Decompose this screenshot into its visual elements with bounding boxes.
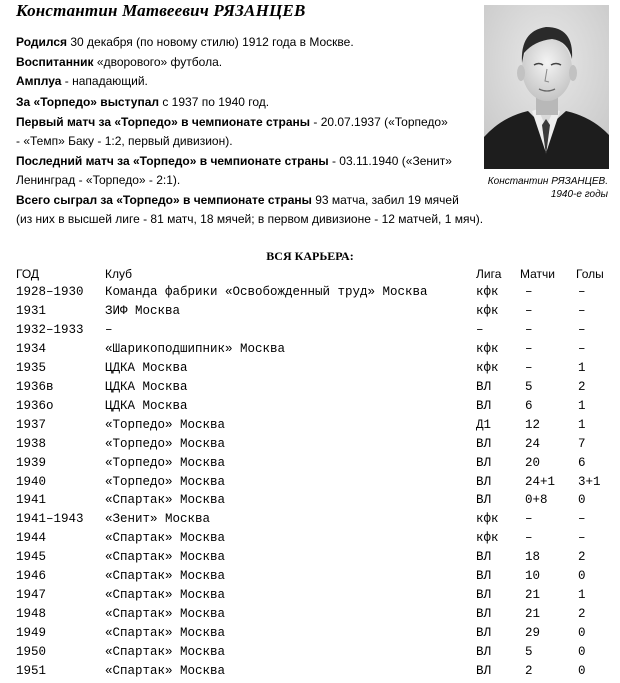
cell-goals: 2 — [578, 380, 586, 394]
table-row — [0, 380, 620, 399]
cell-club: «Спартак» Москва — [105, 531, 226, 545]
cell-club: ЦДКА Москва — [105, 361, 188, 375]
bio-label: Всего сыграл за «Торпедо» в чемпионате страны — [16, 193, 312, 207]
cell-goals: – — [578, 531, 586, 545]
cell-year: 1951 — [16, 664, 47, 678]
bio-label: Последний матч за «Торпедо» в чемпионате страны — [16, 154, 329, 168]
cell-league: кфк — [476, 512, 499, 526]
column-header-year: ГОД — [16, 267, 40, 281]
cell-matches: 5 — [525, 645, 533, 659]
bio-text: с 1937 по 1940 год. — [159, 95, 270, 109]
cell-year: 1940 — [16, 475, 47, 489]
cell-year: 1928–1930 — [16, 285, 84, 299]
cell-matches: 12 — [525, 418, 541, 432]
bio-line — [16, 134, 233, 149]
cell-club: «Спартак» Москва — [105, 550, 226, 564]
cell-goals: 0 — [578, 664, 586, 678]
cell-club: «Торпедо» Москва — [105, 437, 226, 451]
cell-year: 1950 — [16, 645, 47, 659]
cell-matches: 24 — [525, 437, 541, 451]
cell-year: 1946 — [16, 569, 47, 583]
career-heading: ВСЯ КАРЬЕРА: — [266, 249, 354, 263]
cell-club: «Спартак» Москва — [105, 664, 226, 678]
cell-matches: 2 — [525, 664, 533, 678]
cell-league: ВЛ — [476, 626, 492, 640]
cell-year: 1936в — [16, 380, 54, 394]
table-row — [0, 626, 620, 645]
cell-year: 1944 — [16, 531, 47, 545]
bio-line — [16, 193, 459, 208]
cell-year: 1931 — [16, 304, 47, 318]
table-row — [0, 531, 620, 550]
cell-matches: – — [525, 531, 533, 545]
cell-goals: 1 — [578, 588, 586, 602]
cell-year: 1949 — [16, 626, 47, 640]
table-row — [0, 323, 620, 342]
cell-league: Д1 — [476, 418, 492, 432]
cell-league: кфк — [476, 531, 499, 545]
cell-league: ВЛ — [476, 588, 492, 602]
bio-label: Воспитанник — [16, 55, 94, 69]
cell-matches: – — [525, 361, 533, 375]
bio-line — [16, 55, 222, 70]
bio-label: Амплуа — [16, 74, 62, 88]
cell-matches: 21 — [525, 607, 541, 621]
player-photo — [484, 5, 609, 169]
bio-text: - нападающий. — [61, 74, 148, 88]
cell-goals: 1 — [578, 399, 586, 413]
cell-year: 1941–1943 — [16, 512, 84, 526]
cell-goals: – — [578, 323, 586, 337]
cell-league: ВЛ — [476, 550, 492, 564]
cell-year: 1941 — [16, 493, 47, 507]
cell-league: ВЛ — [476, 399, 492, 413]
cell-matches: 5 — [525, 380, 533, 394]
cell-matches: 10 — [525, 569, 541, 583]
photo-caption-line1: Константин РЯЗАНЦЕВ. — [487, 176, 608, 187]
page-title: Константин Матвеевич РЯЗАНЦЕВ — [16, 1, 306, 20]
table-row — [0, 418, 620, 437]
cell-league: кфк — [476, 342, 499, 356]
column-header-matches: Матчи — [520, 267, 555, 281]
cell-goals: – — [578, 285, 586, 299]
cell-club: «Зенит» Москва — [105, 512, 211, 526]
cell-league: ВЛ — [476, 380, 492, 394]
bio-label: За «Торпедо» выступал — [16, 95, 160, 109]
cell-league: кфк — [476, 304, 499, 318]
cell-goals: 2 — [578, 607, 586, 621]
table-row — [0, 304, 620, 323]
cell-year: 1948 — [16, 607, 47, 621]
cell-club: «Спартак» Москва — [105, 645, 226, 659]
table-row — [0, 361, 620, 380]
cell-league: – — [476, 323, 484, 337]
cell-club: – — [105, 323, 113, 337]
cell-club: «Спартак» Москва — [105, 607, 226, 621]
cell-matches: – — [525, 304, 533, 318]
cell-league: ВЛ — [476, 456, 492, 470]
cell-year: 1935 — [16, 361, 47, 375]
cell-league: ВЛ — [476, 493, 492, 507]
cell-league: ВЛ — [476, 569, 492, 583]
cell-club: Команда фабрики «Освобожденный труд» Москва — [105, 285, 428, 299]
bio-text: - 03.11.1940 («Зенит» — [328, 154, 452, 168]
cell-club: ЗИФ Москва — [105, 304, 181, 318]
table-row — [0, 399, 620, 418]
bio-text: - «Темп» Баку - 1:2, первый дивизион). — [16, 134, 233, 148]
cell-league: кфк — [476, 361, 499, 375]
cell-goals: – — [578, 304, 586, 318]
table-row — [0, 493, 620, 512]
cell-goals: 0 — [578, 493, 586, 507]
cell-league: ВЛ — [476, 475, 492, 489]
photo-caption-line2: 1940-е годы — [550, 189, 608, 200]
cell-goals: 2 — [578, 550, 586, 564]
cell-club: «Спартак» Москва — [105, 569, 226, 583]
bio-text: 93 матча, забил 19 мячей — [311, 193, 459, 207]
bio-line — [16, 212, 483, 227]
bio-text: (из них в высшей лиге - 81 матч, 18 мячей; в первом дивизионе - 12 матчей, 1 мяч). — [16, 212, 484, 226]
cell-goals: 0 — [578, 626, 586, 640]
table-row — [0, 664, 620, 683]
cell-matches: 24+1 — [525, 475, 556, 489]
cell-goals: – — [578, 512, 586, 526]
cell-year: 1947 — [16, 588, 47, 602]
column-header-goals: Голы — [576, 267, 604, 281]
cell-matches: 21 — [525, 588, 541, 602]
cell-matches: – — [525, 512, 533, 526]
bio-line — [16, 74, 148, 89]
table-row — [0, 512, 620, 531]
bio-text: 30 декабря (по новому стилю) 1912 года в Москве. — [67, 35, 354, 49]
cell-goals: 0 — [578, 645, 586, 659]
bio-line — [16, 154, 452, 169]
bio-line — [16, 115, 448, 130]
bio-label: Родился — [16, 35, 68, 49]
cell-matches: 0+8 — [525, 493, 548, 507]
cell-matches: 20 — [525, 456, 541, 470]
cell-goals: 1 — [578, 361, 586, 375]
cell-club: «Торпедо» Москва — [105, 475, 226, 489]
cell-year: 1937 — [16, 418, 47, 432]
cell-goals: – — [578, 342, 586, 356]
cell-year: 1932–1933 — [16, 323, 84, 337]
cell-club: «Спартак» Москва — [105, 626, 226, 640]
table-row — [0, 607, 620, 626]
cell-club: «Спартак» Москва — [105, 493, 226, 507]
cell-matches: 18 — [525, 550, 541, 564]
bio-text: Ленинград - «Торпедо» - 2:1). — [16, 173, 181, 187]
cell-league: кфк — [476, 285, 499, 299]
cell-year: 1936о — [16, 399, 54, 413]
table-row — [0, 342, 620, 361]
cell-matches: 29 — [525, 626, 541, 640]
table-row — [0, 285, 620, 304]
cell-goals: 7 — [578, 437, 586, 451]
table-row — [0, 645, 620, 664]
cell-league: ВЛ — [476, 607, 492, 621]
cell-club: «Шарикоподшипник» Москва — [105, 342, 286, 356]
table-row — [0, 588, 620, 607]
cell-club: ЦДКА Москва — [105, 380, 188, 394]
cell-matches: – — [525, 285, 533, 299]
cell-year: 1934 — [16, 342, 47, 356]
column-header-club: Клуб — [105, 267, 132, 281]
cell-goals: 0 — [578, 569, 586, 583]
bio-text: - 20.07.1937 («Торпедо» — [310, 115, 448, 129]
cell-matches: – — [525, 342, 533, 356]
cell-league: ВЛ — [476, 437, 492, 451]
bio-line — [16, 173, 180, 188]
bio-line — [16, 95, 269, 110]
table-row — [0, 475, 620, 494]
cell-club: «Спартак» Москва — [105, 588, 226, 602]
cell-matches: 6 — [525, 399, 533, 413]
table-row — [0, 550, 620, 569]
bio-text: «дворового» футбола. — [93, 55, 223, 69]
bio-label: Первый матч за «Торпедо» в чемпионате страны — [16, 115, 311, 129]
cell-league: ВЛ — [476, 664, 492, 678]
cell-league: ВЛ — [476, 645, 492, 659]
table-row — [0, 569, 620, 588]
cell-club: ЦДКА Москва — [105, 399, 188, 413]
cell-goals: 3+1 — [578, 475, 601, 489]
cell-year: 1945 — [16, 550, 47, 564]
cell-year: 1939 — [16, 456, 47, 470]
cell-year: 1938 — [16, 437, 47, 451]
cell-club: «Торпедо» Москва — [105, 456, 226, 470]
cell-goals: 1 — [578, 418, 586, 432]
bio-line — [16, 35, 354, 50]
column-header-league: Лига — [476, 267, 502, 281]
cell-matches: – — [525, 323, 533, 337]
cell-club: «Торпедо» Москва — [105, 418, 226, 432]
table-row — [0, 456, 620, 475]
cell-goals: 6 — [578, 456, 586, 470]
table-row — [0, 437, 620, 456]
